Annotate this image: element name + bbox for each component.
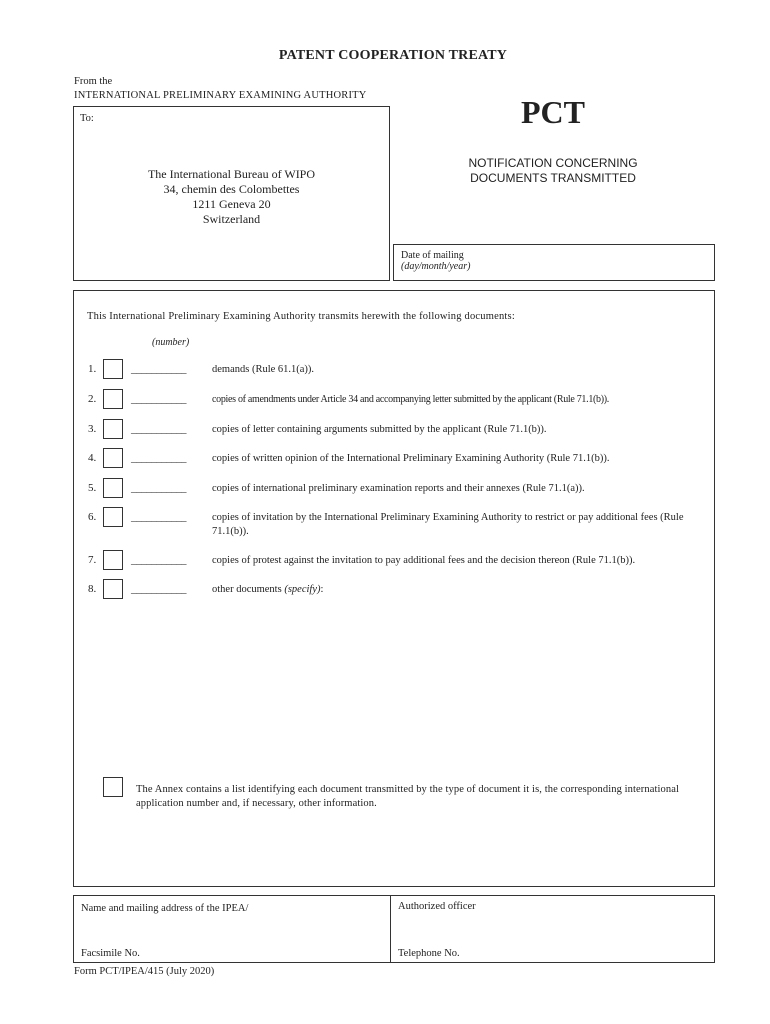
telephone-label: Telephone No. <box>398 948 460 959</box>
item-text: copies of protest against the invitation to pay additional fees and the decision thereon (Rule 71.1(b)). <box>212 555 636 566</box>
number-blank[interactable]: ___________ <box>131 423 186 435</box>
item-text: copies of letter containing arguments submitted by the applicant (Rule 71.1(b)). <box>212 424 547 435</box>
notification-line: DOCUMENTS TRANSMITTED <box>470 171 636 185</box>
number-blank[interactable]: ___________ <box>131 554 186 566</box>
item-number: 1. <box>88 363 97 375</box>
recipient-address <box>74 167 389 227</box>
authorized-officer-label: Authorized officer <box>398 901 476 912</box>
item-text: demands (Rule 61.1(a)). <box>212 364 315 375</box>
to-address-box <box>73 106 390 281</box>
number-blank[interactable]: ___________ <box>131 393 186 405</box>
address-line: 1211 Geneva 20 <box>192 197 271 211</box>
item-checkbox[interactable] <box>103 478 123 498</box>
annex-checkbox[interactable] <box>103 777 123 797</box>
address-line: Switzerland <box>202 212 261 226</box>
item-checkbox[interactable] <box>103 507 123 527</box>
number-blank[interactable]: ___________ <box>131 452 186 464</box>
form-id: Form PCT/IPEA/415 (July 2020) <box>74 966 215 977</box>
facsimile-label: Facsimile No. <box>81 948 140 959</box>
column-divider <box>390 896 391 962</box>
number-blank[interactable]: ___________ <box>131 583 186 595</box>
item-checkbox[interactable] <box>103 550 123 570</box>
item-text: copies of amendments under Article 34 and accompanying letter submitted by the applicant (Rule 71.1(b)). <box>212 394 610 405</box>
pct-heading: PCT <box>521 94 585 130</box>
other-documents-label: other documents <box>212 584 282 595</box>
item-checkbox[interactable] <box>103 389 123 409</box>
number-label: (number) <box>152 337 190 348</box>
address-line: The International Bureau of WIPO <box>147 167 316 181</box>
authority-name: INTERNATIONAL PRELIMINARY EXAMINING AUTHORITY <box>74 90 367 101</box>
notification-line: NOTIFICATION CONCERNING <box>468 156 638 170</box>
item-checkbox[interactable] <box>103 579 123 599</box>
ipea-details-box <box>73 895 715 963</box>
item-number: 6. <box>88 511 97 523</box>
item-number: 3. <box>88 423 97 435</box>
date-format-hint: (day/month/year) <box>401 261 471 272</box>
annex-text: The Annex contains a list identifying each document transmitted by the type of document it is, the corresponding international application number and, if necessary, other information. <box>136 784 680 809</box>
date-of-mailing-label: Date of mailing <box>401 250 464 261</box>
to-label: To: <box>80 113 94 124</box>
item-checkbox[interactable] <box>103 448 123 468</box>
notification-title <box>430 156 676 186</box>
address-line: 34, chemin des Colombettes <box>163 182 300 196</box>
date-of-mailing-field[interactable] <box>393 244 715 281</box>
number-blank[interactable]: ___________ <box>131 482 186 494</box>
specify-hint: (specify) <box>284 584 321 595</box>
item-number: 7. <box>88 554 97 566</box>
page-title: PATENT COOPERATION TREATY <box>278 48 508 63</box>
item-number: 8. <box>88 583 97 595</box>
intro-text: This International Preliminary Examining Authority transmits herewith the following documents: <box>87 311 515 322</box>
item-checkbox[interactable] <box>103 359 123 379</box>
item-text: copies of invitation by the International Preliminary Examining Authority to restrict or pay additional fees (Rule 71.1(b)). <box>212 512 684 537</box>
documents-section <box>73 290 715 887</box>
item-number: 2. <box>88 393 97 405</box>
from-label: From the <box>74 76 113 87</box>
colon: : <box>320 584 324 595</box>
item-number: 5. <box>88 482 97 494</box>
ipea-address-label: Name and mailing address of the IPEA/ <box>81 903 249 914</box>
item-text: copies of international preliminary examination reports and their annexes (Rule 71.1(a)). <box>212 483 585 494</box>
item-text: copies of written opinion of the International Preliminary Examining Authority (Rule 71.1(b)). <box>212 453 610 464</box>
number-blank[interactable]: ___________ <box>131 511 186 523</box>
item-text <box>212 583 704 597</box>
number-blank[interactable]: ___________ <box>131 363 186 375</box>
item-number: 4. <box>88 452 97 464</box>
item-checkbox[interactable] <box>103 419 123 439</box>
